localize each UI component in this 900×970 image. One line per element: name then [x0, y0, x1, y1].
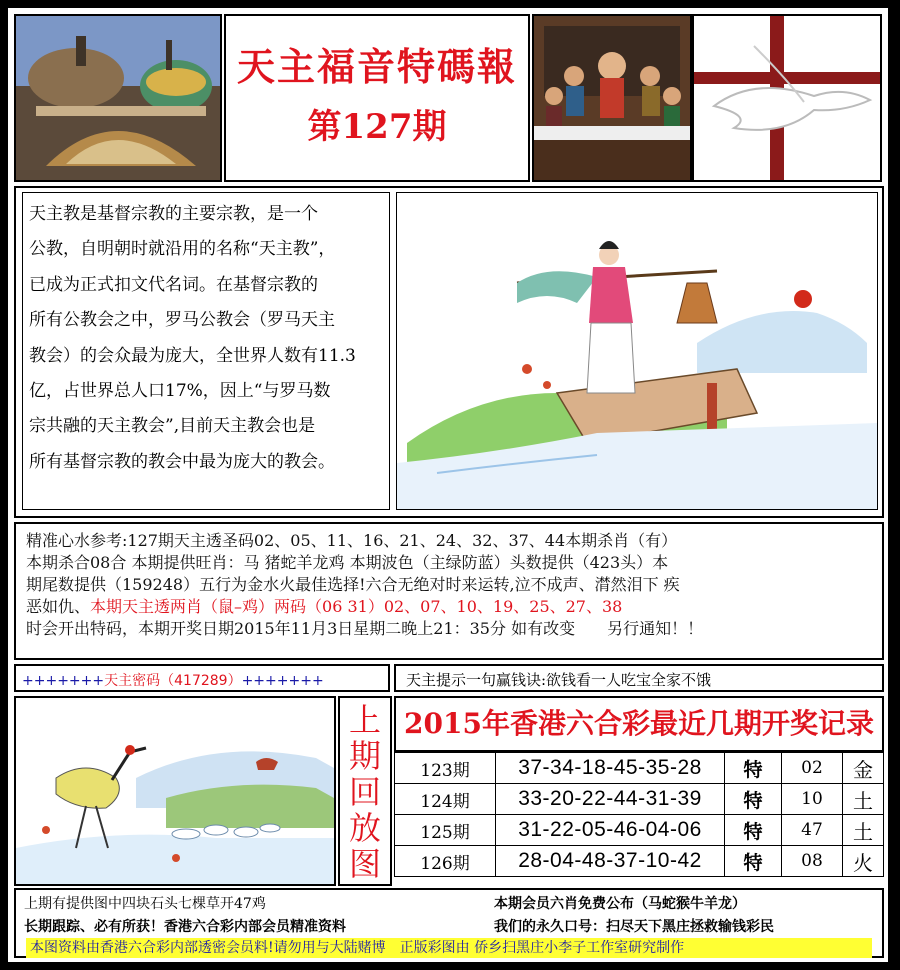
element-cell: 金: [843, 753, 884, 784]
intro-line: 公教，自明朝时就沿用的名称“天主教”，: [29, 239, 336, 260]
reference-section: [14, 522, 884, 660]
numbers-cell: 31-22-05-46-04-06: [496, 815, 725, 846]
footer-text: 长期跟踪、必有所获！香港六合彩内部会员精准资料: [24, 919, 346, 935]
crane-illustration: [14, 696, 336, 886]
te-cell: 特: [725, 815, 782, 846]
reference-line: [26, 596, 872, 618]
title-box: [224, 14, 530, 182]
intro-line: 宗共融的天主教会”,目前天主教会也是: [29, 416, 316, 437]
period-cell: 124期: [395, 784, 496, 815]
replay-char: 上: [348, 701, 381, 739]
cross-dove-image: [692, 14, 882, 182]
replay-char: 期: [348, 737, 381, 775]
newspaper-title: 天主福音特碼報: [236, 44, 517, 89]
intro-line: 已成为正式扣文代名词。在基督宗教的: [29, 274, 318, 295]
reference-line: 精准心水参考:127期天主透圣码02、05、11、16、21、24、32、37、44本期杀肖（有）: [26, 531, 678, 550]
tip-box: 天主提示一句赢钱诀:欲钱看一人吃宝全家不饿: [394, 664, 884, 692]
cathedral-image: [14, 14, 222, 182]
footer-text: 上期有提供图中四块石头七棵草开47鸡: [24, 896, 266, 912]
element-cell: 火: [843, 846, 884, 877]
records-title: 2015年香港六合彩最近几期开奖记录: [394, 696, 884, 752]
last-supper-image: [532, 14, 692, 182]
intro-line: 天主教是基督宗教的主要宗教，是一个: [29, 204, 318, 224]
te-cell: 特: [725, 784, 782, 815]
highlight-text: 本期天主透两肖（鼠–鸡）两码（06 31）02、07、10、19、25、27、38: [90, 597, 623, 616]
special-number-cell: 02: [782, 753, 843, 784]
table-row: [395, 815, 884, 846]
footer-text: 本期会员六肖免费公布（马蛇猴牛羊龙）: [494, 896, 746, 912]
woman-on-bridge-illustration: [396, 192, 878, 510]
period-cell: 123期: [395, 753, 496, 784]
element-cell: 土: [843, 815, 884, 846]
intro-section: [14, 186, 884, 518]
footer-row: [16, 893, 882, 915]
plus-decoration: +++++++: [241, 673, 324, 689]
reference-text: 恶如仇、: [26, 597, 91, 616]
intro-line: 教会）的会众最为庞大，全世界人数有11.3: [29, 345, 356, 366]
secret-code-label: 天主密码（417289）: [104, 673, 242, 689]
replay-char: 回: [348, 773, 381, 811]
reference-line: 期尾数提供（159248）五行为金水火最佳选择!六合无绝对时来运转,泣不成声、潸然泪下 疾: [26, 575, 680, 594]
special-number-cell: 10: [782, 784, 843, 815]
table-row: [395, 753, 884, 784]
te-cell: 特: [725, 846, 782, 877]
issue-number: 第127期: [307, 107, 447, 147]
footer: [14, 888, 884, 958]
records-table: [394, 752, 884, 877]
plus-decoration: +++++++: [22, 673, 105, 689]
intro-line: 所有基督宗教的教会中最为庞大的教会。: [29, 451, 335, 472]
intro-line: 亿，占世界总人口17%，因上“与罗马数: [29, 381, 331, 402]
te-cell: 特: [725, 753, 782, 784]
footer-highlight-banner: 本图资料由香港六合彩内部透密会员料!请勿用与大陆赌博 正版彩图由 侨乡扫黑庄小李子工作室研究制作: [26, 938, 872, 958]
replay-char: 图: [348, 845, 381, 883]
footer-text: 我们的永久口号：扫尽天下黑庄拯救输钱彩民: [494, 919, 774, 935]
numbers-cell: 33-20-22-44-31-39: [496, 784, 725, 815]
intro-line: 所有公教会之中，罗马公教会（罗马天主: [29, 310, 335, 331]
secret-code-box: [14, 664, 390, 692]
replay-char: 放: [348, 809, 381, 847]
newspaper-sheet: [8, 8, 888, 962]
period-cell: 125期: [395, 815, 496, 846]
reference-line: 时会开出特码，本期开奖日期2015年11月3日星期二晚上21：35分 如有改变 另行通知！！: [26, 619, 704, 638]
numbers-cell: 28-04-48-37-10-42: [496, 846, 725, 877]
reference-line: 本期杀合08合 本期提供旺肖：马 猪蛇羊龙鸡 本期波色（主绿防蓝）头数提供（423头）本: [26, 553, 669, 572]
table-row: [395, 846, 884, 877]
table-row: [395, 784, 884, 815]
replay-vertical-label: [338, 696, 392, 886]
special-number-cell: 08: [782, 846, 843, 877]
footer-row: [16, 916, 882, 938]
element-cell: 土: [843, 784, 884, 815]
numbers-cell: 37-34-18-45-35-28: [496, 753, 725, 784]
special-number-cell: 47: [782, 815, 843, 846]
period-cell: 126期: [395, 846, 496, 877]
banner: [8, 8, 888, 184]
intro-text: [22, 192, 390, 510]
